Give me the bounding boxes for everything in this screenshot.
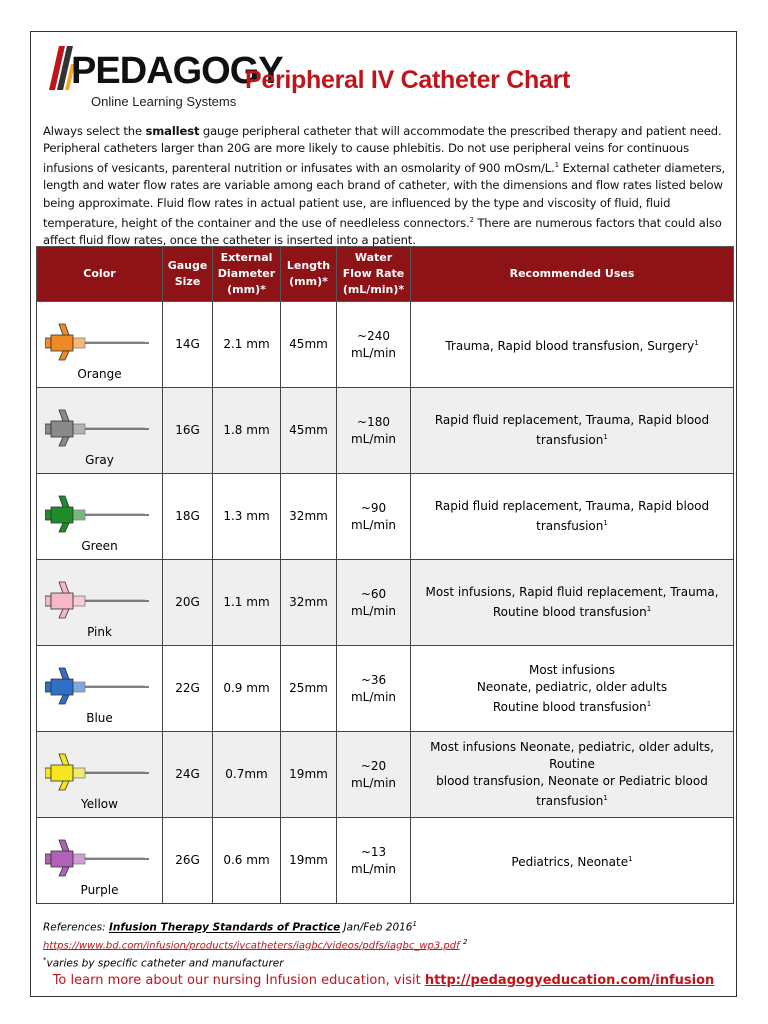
footer-text: To learn more about our nursing Infusion education, visit bbox=[52, 973, 425, 988]
intro-text-c: External catheter diameters, length and water flow rates are variable among each brand of catheter, with the dimensions and flow rates listed below being approximate. Fluid flow rates in actual patient use, are influenced by the type and viscosity of fluid, fluid temperature, height of the container and the use of needleless connectors. bbox=[43, 161, 725, 230]
flow-cell: ~13 mL/min bbox=[337, 818, 411, 904]
diameter-cell: 0.7mm bbox=[213, 732, 281, 818]
uses-sup: 1 bbox=[603, 519, 608, 527]
uses-line-1: Trauma, Rapid blood transfusion, Surgery bbox=[445, 338, 695, 353]
reference-note bbox=[43, 953, 723, 971]
header-flow: Water Flow Rate (mL/min)* bbox=[337, 247, 411, 302]
gauge-cell: 22G bbox=[163, 646, 213, 732]
table-header-row bbox=[37, 247, 734, 302]
diameter-cell: 1.1 mm bbox=[213, 560, 281, 646]
intro-paragraph bbox=[43, 123, 728, 249]
header-gauge: Gauge Size bbox=[163, 247, 213, 302]
gauge-cell: 20G bbox=[163, 560, 213, 646]
uses-line-1: Most infusions bbox=[528, 662, 616, 677]
uses-sup: 1 bbox=[694, 338, 699, 347]
intro-sup-2: 2 bbox=[469, 215, 474, 224]
page-title: Peripheral IV Catheter Chart bbox=[245, 66, 571, 94]
uses-sup: 1 bbox=[603, 433, 608, 441]
length-cell: 45mm bbox=[281, 388, 337, 474]
color-cell bbox=[37, 474, 163, 560]
length-cell: 45mm bbox=[281, 302, 337, 388]
uses-sup: 1 bbox=[646, 699, 652, 708]
table-row bbox=[37, 388, 734, 474]
table-row bbox=[37, 474, 734, 560]
references-label: References: bbox=[43, 921, 109, 934]
flow-cell: ~20 mL/min bbox=[337, 732, 411, 818]
length-cell: 32mm bbox=[281, 474, 337, 560]
reference-2 bbox=[43, 935, 723, 954]
uses-cell bbox=[411, 818, 734, 904]
uses-line-3: transfusion bbox=[536, 794, 604, 808]
flow-cell: ~60 mL/min bbox=[337, 560, 411, 646]
uses-line-2: blood transfusion, Neonate or Pediatric blood bbox=[436, 774, 708, 788]
uses-line-1: Rapid fluid replacement, Trauma, Rapid blood bbox=[434, 499, 710, 513]
uses-sup: 1 bbox=[646, 605, 652, 613]
flow-cell: ~36 mL/min bbox=[337, 646, 411, 732]
color-name: Blue bbox=[86, 711, 113, 725]
length-cell: 25mm bbox=[281, 646, 337, 732]
diameter-cell: 0.9 mm bbox=[213, 646, 281, 732]
references bbox=[43, 917, 723, 971]
uses-line-2: Neonate, pediatric, older adults bbox=[476, 679, 668, 694]
diameter-cell: 0.6 mm bbox=[213, 818, 281, 904]
color-cell bbox=[37, 388, 163, 474]
url-sup: 2 bbox=[462, 937, 468, 946]
color-name: Pink bbox=[87, 625, 112, 639]
uses-line-2: Routine blood transfusion bbox=[492, 605, 647, 619]
color-name: Gray bbox=[85, 453, 114, 467]
catheter-icon bbox=[45, 752, 153, 792]
catheter-icon bbox=[45, 494, 153, 534]
uses-cell bbox=[411, 560, 734, 646]
gauge-cell: 18G bbox=[163, 474, 213, 560]
color-cell bbox=[37, 646, 163, 732]
catheter-table bbox=[36, 246, 734, 904]
flow-cell: ~180 mL/min bbox=[337, 388, 411, 474]
color-cell bbox=[37, 560, 163, 646]
header-color: Color bbox=[37, 247, 163, 302]
color-name: Green bbox=[81, 539, 118, 553]
diameter-cell: 1.8 mm bbox=[213, 388, 281, 474]
gauge-cell: 26G bbox=[163, 818, 213, 904]
reference-1 bbox=[43, 917, 723, 935]
catheter-icon bbox=[45, 666, 153, 706]
uses-line-1: Pediatrics, Neonate bbox=[511, 854, 629, 869]
catheter-icon bbox=[45, 322, 153, 362]
note-text: varies by specific catheter and manufacturer bbox=[46, 957, 284, 970]
uses-sup: 1 bbox=[628, 854, 633, 863]
color-cell bbox=[37, 302, 163, 388]
length-cell: 19mm bbox=[281, 732, 337, 818]
table-row bbox=[37, 646, 734, 732]
diameter-cell: 1.3 mm bbox=[213, 474, 281, 560]
uses-line-1: Most infusions Neonate, pediatric, older adults, Routine bbox=[430, 740, 714, 771]
logo-word: PEDAGOGY bbox=[71, 50, 283, 92]
footer bbox=[31, 973, 736, 988]
color-name: Yellow bbox=[81, 797, 118, 811]
header-diameter: External Diameter (mm)* bbox=[213, 247, 281, 302]
uses-cell bbox=[411, 474, 734, 560]
uses-sup: 1 bbox=[603, 794, 608, 802]
intro-sup-1: 1 bbox=[554, 161, 559, 170]
uses-line-3: Routine blood transfusion bbox=[492, 699, 647, 714]
uses-line-2: transfusion bbox=[536, 519, 604, 533]
footer-link[interactable]: http://pedagogyeducation.com/infusion bbox=[424, 973, 715, 988]
uses-line-1: Rapid fluid replacement, Trauma, Rapid blood bbox=[434, 413, 710, 427]
standards-sup: 1 bbox=[412, 920, 417, 928]
intro-text-d: There are numerous factors that could also affect fluid flow rates, once the catheter is inserted into a patient. bbox=[43, 215, 722, 247]
uses-cell bbox=[411, 388, 734, 474]
flow-cell: ~240 mL/min bbox=[337, 302, 411, 388]
uses-cell bbox=[411, 646, 734, 732]
pedagogy-logo bbox=[43, 40, 283, 124]
logo-subtitle: Online Learning Systems bbox=[91, 94, 237, 109]
standards-date: Jan/Feb 2016 bbox=[340, 921, 413, 934]
length-cell: 19mm bbox=[281, 818, 337, 904]
standards-link[interactable]: Infusion Therapy Standards of Practice bbox=[108, 921, 341, 934]
diameter-cell: 2.1 mm bbox=[213, 302, 281, 388]
table-row bbox=[37, 818, 734, 904]
color-name: Purple bbox=[80, 883, 119, 897]
bd-pdf-link[interactable]: https://www.bd.com/infusion/products/ivcatheters/iagbc/videos/pdfs/iagbc_wp3.pdf bbox=[43, 940, 460, 951]
gauge-cell: 14G bbox=[163, 302, 213, 388]
table-row bbox=[37, 732, 734, 818]
intro-text-b: gauge peripheral catheter that will accommodate the prescribed therapy and patient need. Peripheral catheters larger than 20G are more likely to cause phlebitis. Do not use peripheral veins for continuous infusions of vesicants, parenteral nutrition or infusates with an osmolarity of 900 mOsm/L. bbox=[43, 124, 722, 176]
gauge-cell: 24G bbox=[163, 732, 213, 818]
uses-cell bbox=[411, 302, 734, 388]
intro-bold: smallest bbox=[145, 124, 200, 138]
uses-line-2: transfusion bbox=[536, 433, 604, 447]
catheter-icon bbox=[45, 408, 153, 448]
flow-cell: ~90 mL/min bbox=[337, 474, 411, 560]
color-cell bbox=[37, 732, 163, 818]
color-name: Orange bbox=[77, 367, 122, 381]
table-row bbox=[37, 560, 734, 646]
uses-line-1: Most infusions, Rapid fluid replacement, Trauma, bbox=[425, 585, 719, 599]
header bbox=[43, 40, 723, 130]
catheter-icon bbox=[45, 580, 153, 620]
catheter-icon bbox=[45, 838, 153, 878]
page-frame bbox=[30, 31, 737, 997]
uses-cell bbox=[411, 732, 734, 818]
table-row bbox=[37, 302, 734, 388]
header-length: Length (mm)* bbox=[281, 247, 337, 302]
intro-text-a: Always select the bbox=[43, 124, 146, 138]
color-cell bbox=[37, 818, 163, 904]
gauge-cell: 16G bbox=[163, 388, 213, 474]
length-cell: 32mm bbox=[281, 560, 337, 646]
note-star: * bbox=[43, 956, 47, 964]
header-uses: Recommended Uses bbox=[411, 247, 734, 302]
